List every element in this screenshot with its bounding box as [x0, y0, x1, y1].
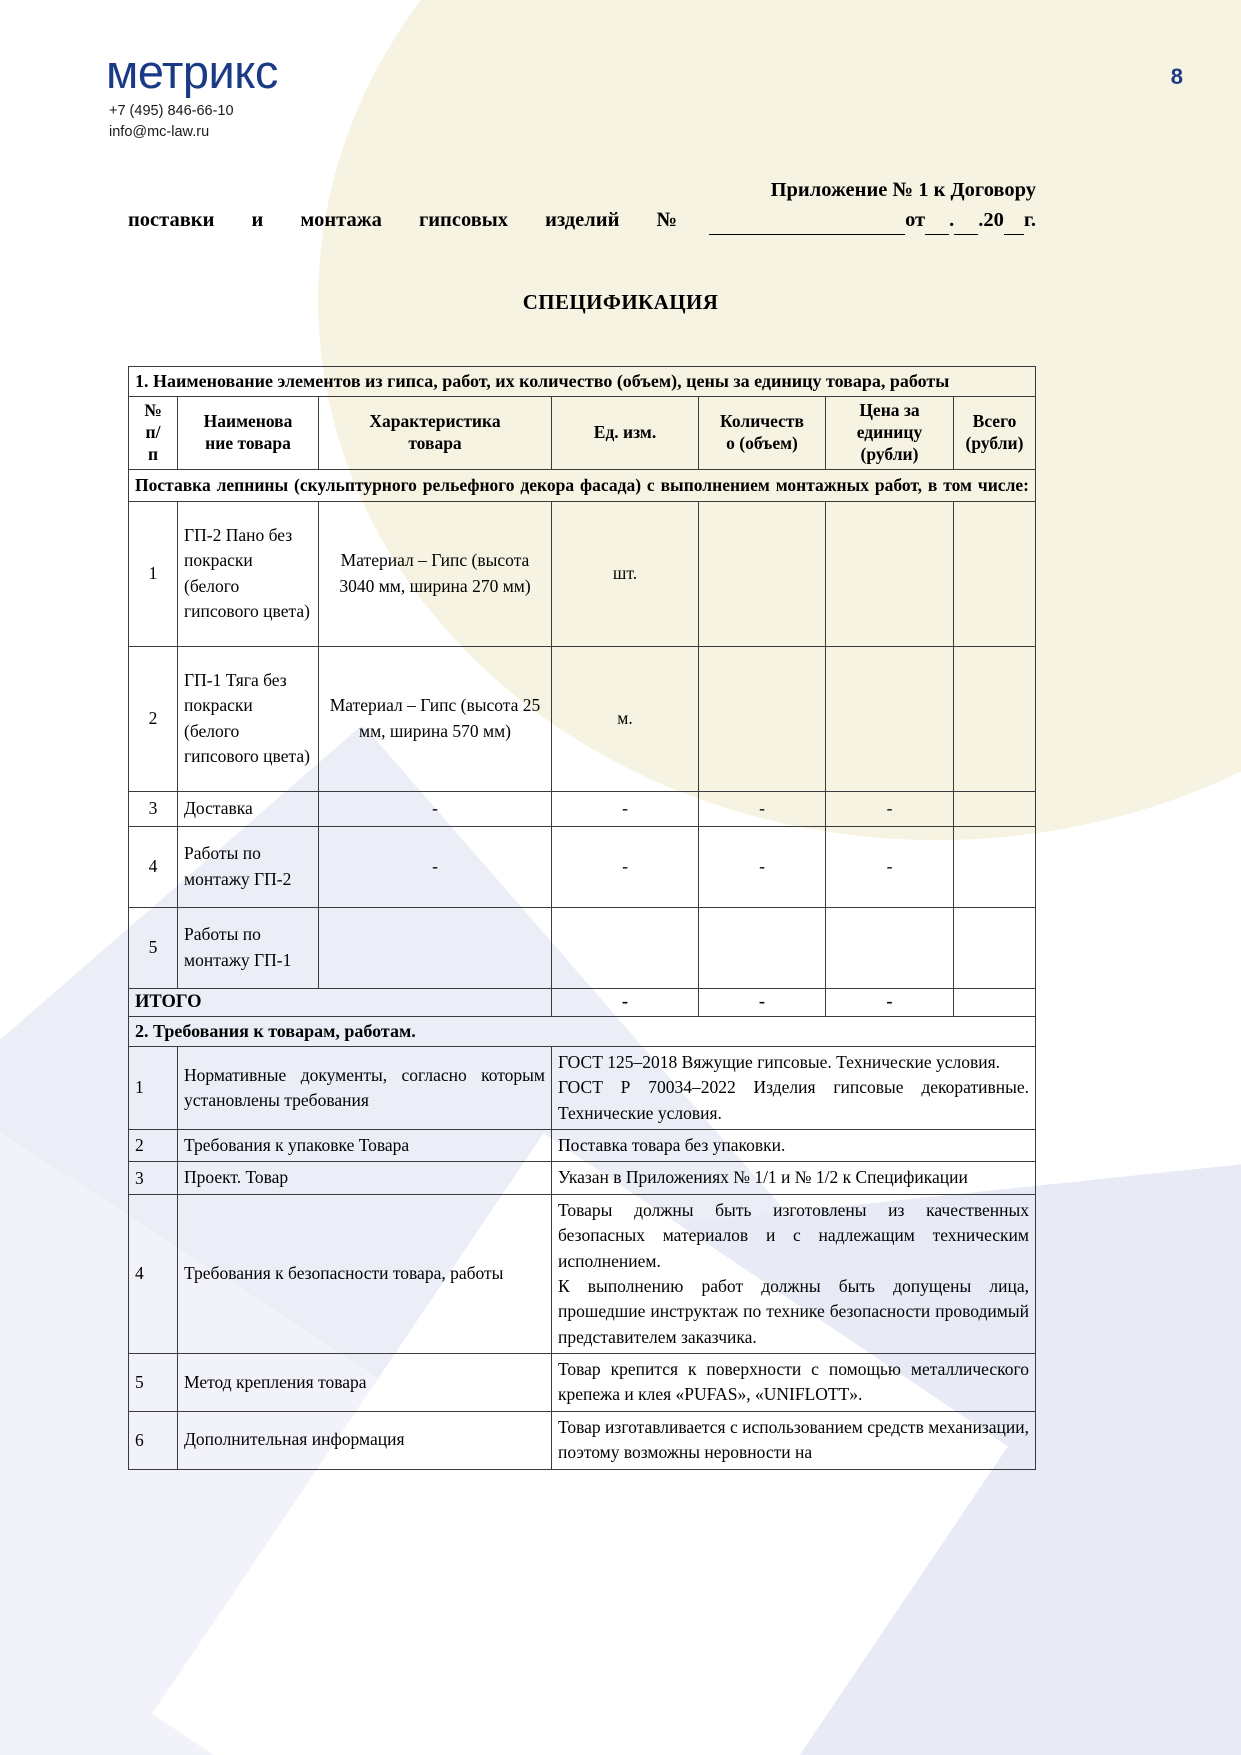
- page-number: 8: [1170, 64, 1183, 89]
- requirement-number: 3: [129, 1162, 178, 1194]
- row-price[interactable]: -: [826, 791, 954, 826]
- requirement-row: [129, 1354, 1036, 1412]
- col-header-price-l2: единицу: [856, 422, 923, 443]
- company-logo-text: метрикс: [106, 45, 278, 98]
- col-header-total: [954, 397, 1036, 470]
- appendix-from-label: от: [905, 208, 926, 231]
- supply-description: Поставка лепнины (скульптурного рельефного декора фасада) с выполнением монтажных работ, в том числе:: [129, 470, 1036, 502]
- row-product-name: Работы по монтажу ГП-2: [178, 826, 319, 907]
- col-header-quantity: [699, 397, 826, 470]
- requirement-row: [129, 1162, 1036, 1194]
- row-total[interactable]: [954, 501, 1036, 646]
- col-header-characteristic: [319, 397, 552, 470]
- col-header-number-l2: п/: [145, 422, 161, 443]
- col-header-name: [178, 397, 319, 470]
- col-header-quantity-l2: о (объем): [726, 433, 798, 454]
- row-quantity[interactable]: [699, 501, 826, 646]
- col-header-quantity-l1: Количеств: [720, 411, 804, 432]
- requirement-value-line: Товары должны быть изготовлены из качественных безопасных материалов и с надлежащим техническим исполнением.: [558, 1199, 1029, 1271]
- requirement-name: Проект. Товар: [178, 1162, 552, 1194]
- row-characteristic: Материал – Гипс (высота 3040 мм, ширина 270 мм): [319, 501, 552, 646]
- col-header-price: [826, 397, 954, 470]
- col-header-name-l1: Наименова: [203, 411, 293, 432]
- contact-block: [109, 101, 278, 143]
- requirement-value: Поставка товара без упаковки.: [552, 1130, 1036, 1162]
- col-header-characteristic-l2: товара: [408, 433, 462, 454]
- col-header-price-l1: Цена за: [859, 400, 920, 421]
- row-characteristic: -: [319, 791, 552, 826]
- requirement-row: [129, 1411, 1036, 1469]
- requirement-number: 6: [129, 1411, 178, 1469]
- row-quantity[interactable]: -: [699, 826, 826, 907]
- row-number: 5: [129, 907, 178, 988]
- row-product-name: Работы по монтажу ГП-1: [178, 907, 319, 988]
- row-quantity[interactable]: [699, 907, 826, 988]
- total-price: -: [826, 988, 954, 1016]
- requirement-row: [129, 1130, 1036, 1162]
- row-unit: шт.: [552, 501, 699, 646]
- total-quantity: -: [699, 988, 826, 1016]
- column-header-row: [129, 397, 1036, 470]
- col-header-total-l2: (рубли): [965, 433, 1024, 454]
- row-quantity[interactable]: -: [699, 791, 826, 826]
- date-month-blank[interactable]: [954, 216, 978, 235]
- row-unit: -: [552, 826, 699, 907]
- row-total[interactable]: [954, 791, 1036, 826]
- date-day-blank[interactable]: [925, 216, 949, 235]
- row-product-name: Доставка: [178, 791, 319, 826]
- col-header-number-l3: п: [147, 444, 159, 465]
- appendix-contract-label: поставки и монтажа гипсовых изделий №: [128, 208, 710, 231]
- requirement-value-line: ГОСТ 125–2018 Вяжущие гипсовые. Технические условия.: [558, 1051, 1001, 1072]
- requirement-number: 1: [129, 1046, 178, 1129]
- row-price[interactable]: [826, 501, 954, 646]
- col-header-number: [129, 397, 178, 470]
- section1-heading: 1. Наименование элементов из гипса, работ, их количество (объем), цены за единицу товара, работы: [129, 367, 1036, 397]
- row-total[interactable]: [954, 907, 1036, 988]
- date-sep-1: .: [949, 208, 955, 231]
- col-header-name-l2: ние товара: [205, 433, 291, 454]
- row-characteristic: -: [319, 826, 552, 907]
- requirement-number: 4: [129, 1194, 178, 1353]
- table-row: [129, 791, 1036, 826]
- row-price[interactable]: [826, 646, 954, 791]
- brand-block: [106, 45, 278, 143]
- row-number: 4: [129, 826, 178, 907]
- requirement-name: Дополнительная информация: [178, 1411, 552, 1469]
- appendix-line-1: Приложение № 1 к Договору: [770, 179, 1036, 201]
- requirement-value: [552, 1046, 1036, 1129]
- total-label: ИТОГО: [129, 988, 552, 1016]
- row-number: 2: [129, 646, 178, 791]
- row-unit: м.: [552, 646, 699, 791]
- date-year-prefix: .20: [978, 208, 1004, 231]
- row-product-name: ГП-1 Тяга без покраски (белого гипсового цвета): [178, 646, 319, 791]
- appendix-heading: [128, 176, 1036, 235]
- email-address: info@mc-law.ru: [109, 124, 210, 141]
- table-row: [129, 646, 1036, 791]
- section1-heading-row: [129, 367, 1036, 397]
- requirement-value: Указан в Приложениях № 1/1 и № 1/2 к Спецификации: [552, 1162, 1036, 1194]
- row-product-name: ГП-2 Пано без покраски (белого гипсового цвета): [178, 501, 319, 646]
- row-price[interactable]: -: [826, 826, 954, 907]
- col-header-unit-l1: Ед. изм.: [593, 422, 657, 443]
- section2-heading: 2. Требования к товарам, работам.: [129, 1016, 1036, 1046]
- row-quantity[interactable]: [699, 646, 826, 791]
- row-number: 3: [129, 791, 178, 826]
- contract-number-blank[interactable]: [709, 216, 905, 235]
- row-characteristic: Материал – Гипс (высота 25 мм, ширина 570 мм): [319, 646, 552, 791]
- col-header-unit: [552, 397, 699, 470]
- row-unit: [552, 907, 699, 988]
- requirement-row: [129, 1046, 1036, 1129]
- col-header-price-l3: (рубли): [860, 444, 919, 465]
- table-row: [129, 907, 1036, 988]
- phone-number: +7 (495) 846-66-10: [109, 103, 234, 119]
- requirement-number: 2: [129, 1130, 178, 1162]
- table-row: [129, 501, 1036, 646]
- requirement-name: Требования к безопасности товара, работы: [178, 1194, 552, 1353]
- total-amount[interactable]: [954, 988, 1036, 1016]
- supply-description-row: [129, 470, 1036, 502]
- requirement-value: [552, 1194, 1036, 1353]
- requirement-value: Товар крепится к поверхности с помощью металлического крепежа и клея «PUFAS», «UNIFLOTT».: [552, 1354, 1036, 1412]
- specification-table: [128, 366, 1036, 1470]
- col-header-number-l1: №: [144, 400, 162, 421]
- appendix-line-2: [128, 206, 1036, 236]
- requirement-name: Нормативные документы, согласно которым установлены требования: [178, 1046, 552, 1129]
- row-number: 1: [129, 501, 178, 646]
- requirement-row: [129, 1194, 1036, 1353]
- row-unit: -: [552, 791, 699, 826]
- requirement-value: Товар изготавливается с использованием средств механизации, поэтому возможны неровности на: [552, 1411, 1036, 1469]
- requirement-name: Метод крепления товара: [178, 1354, 552, 1412]
- row-total[interactable]: [954, 826, 1036, 907]
- requirement-value-line: ГОСТ Р 70034–2022 Изделия гипсовые декоративные. Технические условия.: [558, 1077, 1029, 1123]
- col-header-total-l1: Всего: [972, 411, 1017, 432]
- row-price[interactable]: [826, 907, 954, 988]
- date-year-suffix: г.: [1023, 208, 1036, 231]
- row-total[interactable]: [954, 646, 1036, 791]
- table-row: [129, 826, 1036, 907]
- total-row: [129, 988, 1036, 1016]
- date-year-blank[interactable]: [1004, 216, 1024, 235]
- row-characteristic: [319, 907, 552, 988]
- requirement-number: 5: [129, 1354, 178, 1412]
- section2-heading-row: [129, 1016, 1036, 1046]
- requirement-name: Требования к упаковке Товара: [178, 1130, 552, 1162]
- page-title: СПЕЦИФИКАЦИЯ: [522, 290, 719, 314]
- requirement-value-line: К выполнению работ должны быть допущены лица, прошедшие инструктаж по технике безопасности проводимый представителем заказчика.: [558, 1275, 1029, 1347]
- total-unit: -: [552, 988, 699, 1016]
- col-header-characteristic-l1: Характеристика: [369, 411, 501, 432]
